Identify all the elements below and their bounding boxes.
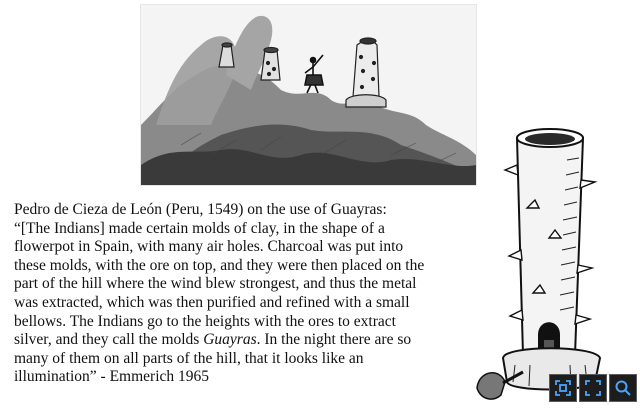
zoom-icon [614, 379, 632, 397]
text-line: “[The Indians] made certain molds of clay, in the shape of a [14, 219, 385, 237]
text-line: these molds, with the ore on top, and they were then placed on the [14, 256, 425, 274]
viewer-controls [549, 374, 637, 402]
text-segment: silver, and they call the molds [14, 331, 204, 349]
text-line: Pedro de Cieza de León (Peru, 1549) on the use of Guayras: [14, 201, 387, 218]
guayra-hill-illustration [140, 4, 477, 186]
guayras-term: Guayras [203, 331, 257, 349]
guayra-furnace-drawing [475, 120, 635, 405]
text-line [14, 331, 489, 350]
guayra-hill-drawing [141, 5, 476, 185]
text-line: part of the hill where the wind blew strongest, and thus the metal [14, 275, 417, 293]
zoom-button[interactable] [609, 374, 637, 402]
text-line: many of them on all parts of the hill, that it looks like an [14, 349, 364, 367]
text-line: bellows. The Indians go to the heights with the ores to extract [14, 312, 396, 330]
fit-to-screen-icon [554, 379, 572, 397]
text-line: flowerpot in Spain, with many air holes. Charcoal was put into [14, 238, 404, 256]
guayra-furnace-illustration [475, 120, 635, 405]
fullscreen-button[interactable] [579, 374, 607, 402]
fullscreen-icon [584, 379, 602, 397]
text-line: was extracted, which was then purified and refined with a small [14, 293, 410, 311]
text-line: illumination” - Emmerich 1965 [14, 368, 209, 386]
fit-to-screen-button[interactable] [549, 374, 577, 402]
text-segment: . In the night there are so [256, 331, 412, 349]
quote-text [14, 201, 489, 387]
